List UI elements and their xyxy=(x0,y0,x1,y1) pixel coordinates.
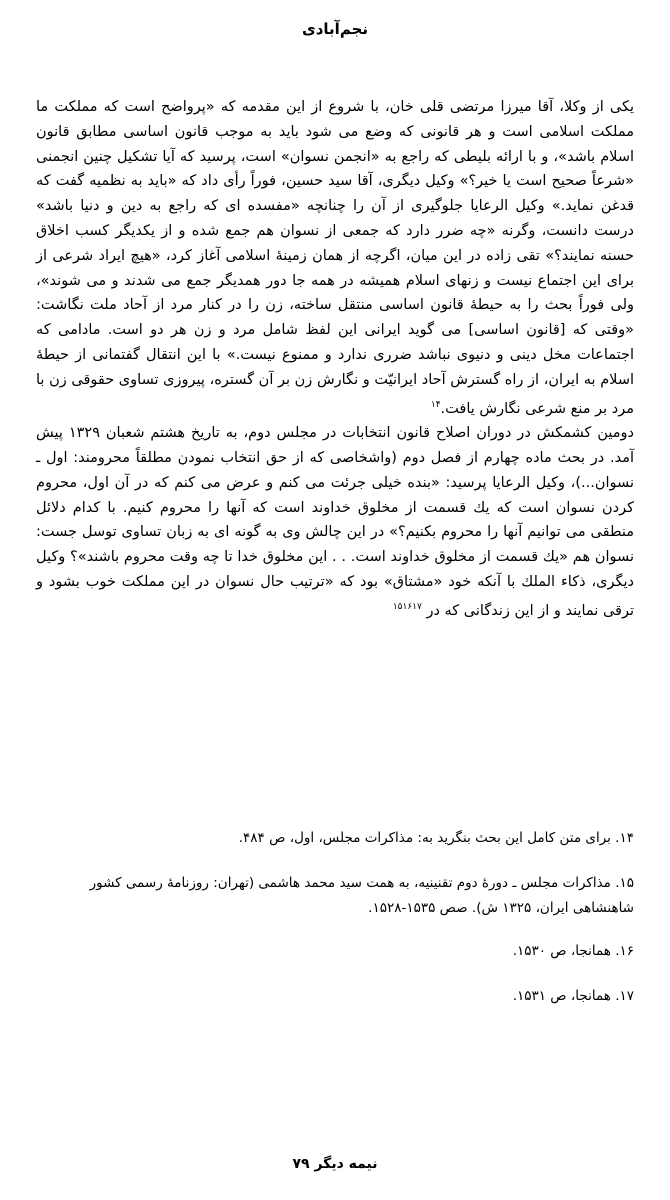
footnote-16: ۱۶. همانجا، ص ۱۵۳۰. xyxy=(512,943,634,959)
paragraph-2 xyxy=(36,421,634,623)
page-footer: نیمه دیگر ۷۹ xyxy=(292,1156,378,1172)
footnote-ref-17: ۱۷ xyxy=(412,601,422,612)
body-text xyxy=(36,95,634,623)
paragraph-1-text: یکی از وکلا، آقا میرزا مرتضی قلی خان، با شروع از این مقدمه که «پرواضح است که مملکت ما مملکت اسلامی است و هر قانونی که وضع می شود باید به موجب قانون اساسی مطابق قانون اسلام باشد»، و با ارائه بلیطی که راجع به «انجمن نسوان» است، پرسید که آیا تشکیل چنین انجمنی «شرعاً صحیح است یا خیر؟» وکیل دیگری، آقا سید حسین، فوراً رأی داد که «باید به نظمیه گفت که قدغن نماید.» وکیل الرعایا جلوگیری از آن را چنانچه «مفسده ای که راجع به دین و دنیا باشد» درست دانست، وگرنه «چه ضرر دارد که جمعی از نسوان هم جمع شده و از یکدیگر کسب اخلاق حسنه نمایند؟» تقی زاده در این میان، اگرچه از همان زمینهٔ اسلامی آغاز کرد، «هیچ ایراد شرعی از برای این اجتماع نیست و زنهای اسلام همیشه در همه جا دور همدیگر جمع می شدند و می شوند»، ولی فوراً بحث را به حیطهٔ قانون اساسی منتقل ساخته، زن را در کنار مرد از آحاد ملت نگاشت: «وقتی که [قانون اساسی] می گوید ایرانی این لفظ شامل مرد و زن هر دو است. مادامی که اجتماعات مخل دینی و دنیوی نباشد ضرری ندارد و ممنوع نیست.» با این انتقال گفتمانی از حیطهٔ اسلام به ایران، از راه گسترش آحاد ایرانیّت و نگارش زن بر آن گستره، پیروزی تساوی حقوقی زن با مرد بر منع شرعی نگارش یافت. xyxy=(36,99,634,417)
footnote-15: ۱۵. مذاکرات مجلس ـ دورهٔ دوم تقنینیه، به همت سید محمد هاشمی (تهران: روزنامهٔ رسمی کشور شاهنشاهی ایران، ۱۳۲۵ ش). صص ۱۵۳۵-۱۵۲۸. xyxy=(89,875,634,916)
footnote-ref-15: ۱۵ xyxy=(392,601,403,612)
running-header: نجم‌آبادی xyxy=(301,20,369,38)
paragraph-1 xyxy=(36,95,634,421)
footnote-14: ۱۴. برای متن کامل این بحث بنگرید به: مذاکرات مجلس، اول، ص ۴۸۴. xyxy=(238,830,634,846)
footnote-ref-16: ۱۶ xyxy=(402,601,413,612)
footnote-17: ۱۷. همانجا، ص ۱۵۳۱. xyxy=(512,988,634,1004)
footnote-ref-14: ۱۴ xyxy=(430,399,441,410)
paragraph-2-text: دومین کشمکش در دوران اصلاح قانون انتخابات در مجلس دوم، به تاریخ هشتم شعبان ۱۳۲۹ پیش آمد. در بحث ماده چهارم از فصل دوم (واشخاصی که از حق انتخاب نمودن مطلقاً محرومند: اول ـ نسوان...)، وکیل الرعایا پرسید: «بنده خیلی جرئت می کنم و عرض می کنم که در آن اول، محروم کردن نسوان است که یك قسمت از مخلوق خداوند است که آنها را محروم کنیم. با کدام دلائل منطقی می توانیم آنها را محروم بکنیم؟» در این چالش وی به گونه ای به زبان تساوی توسل جست: نسوان هم «یك قسمت از مخلوق خداوند است. . . این مخلوق خدا تا چه وقت محروم باشند»؟ وکیل دیگری، ذکاء الملك با آنکه خود «مشتاق» بود که «ترتیب حال نسوان در این مملکت خوب بشود و ترقی نمایند و از این زندگانی که در xyxy=(36,425,634,619)
footnotes xyxy=(36,826,634,1029)
